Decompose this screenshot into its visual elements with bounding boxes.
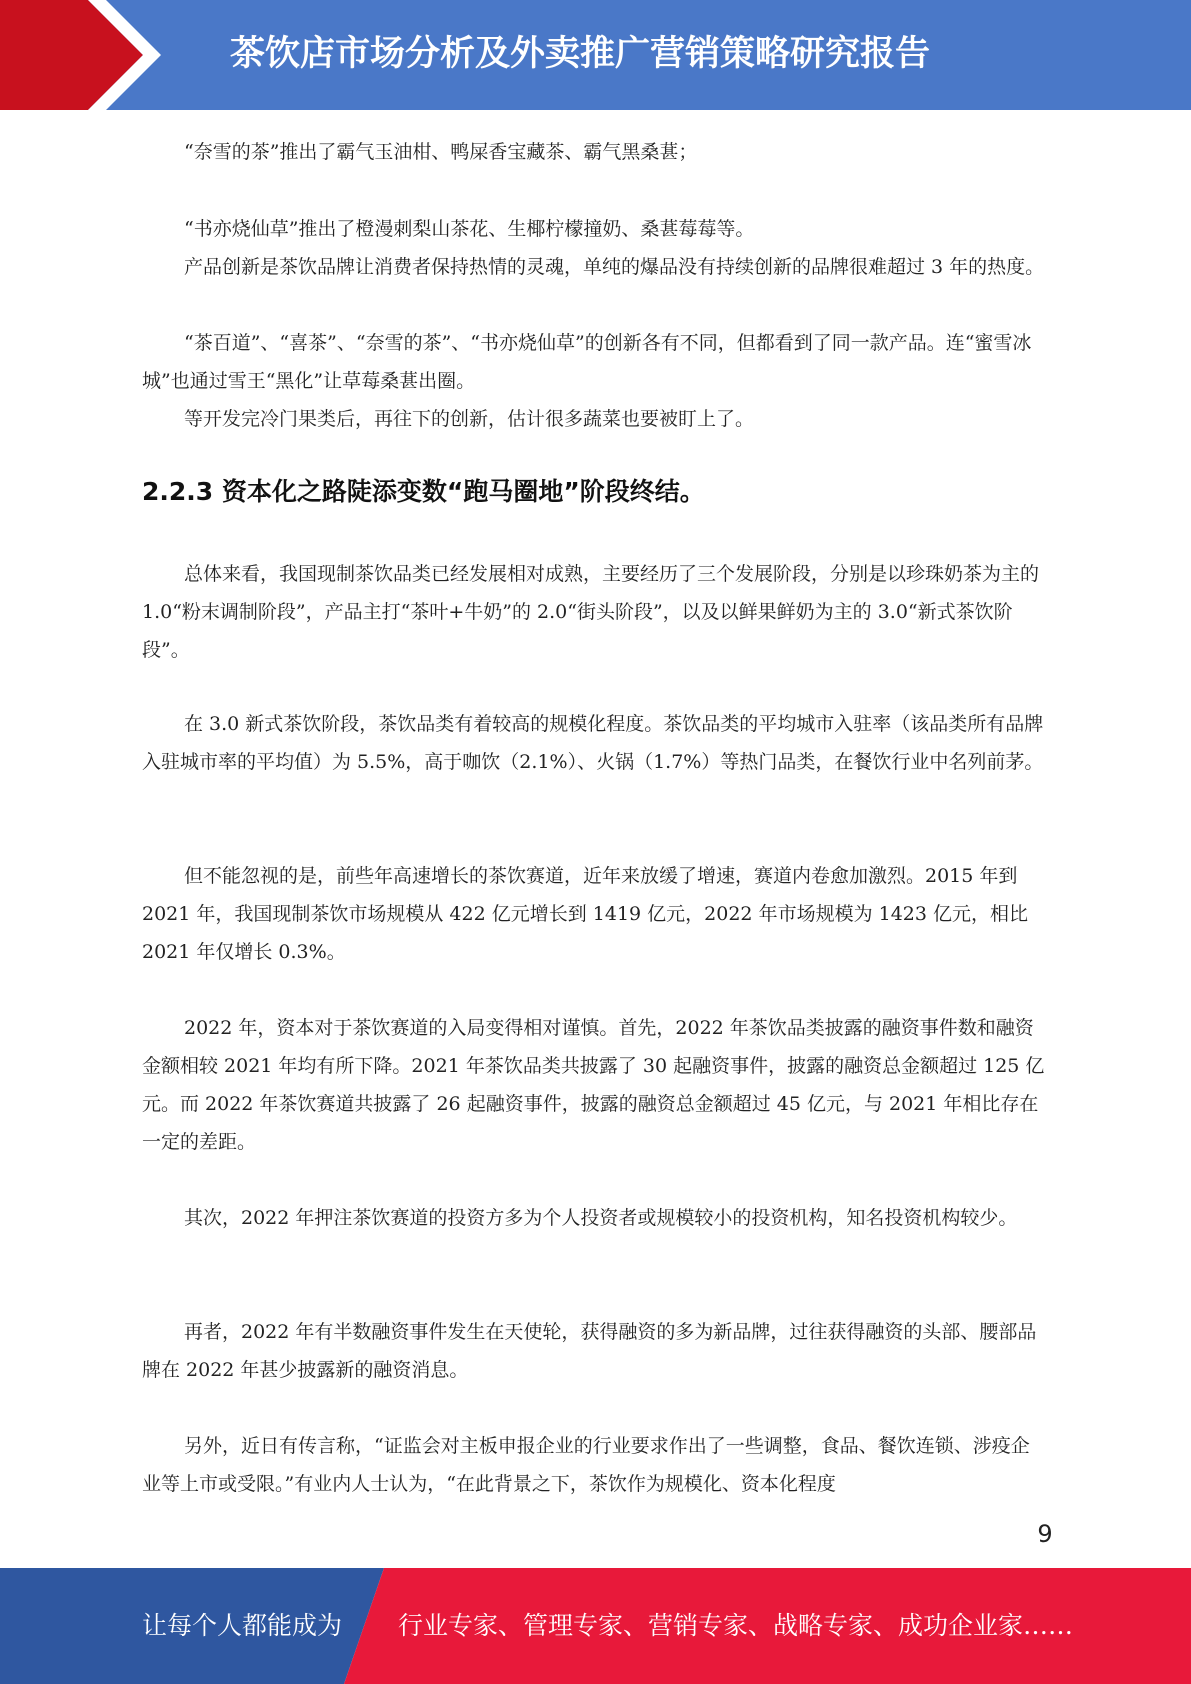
paragraph: “茶百道”、“喜茶”、“奈雪的茶”、“书亦烧仙草”的创新各有不同，但都看到了同一款产品。连“蜜雪冰城”也通过雪王“黑化”让草莓桑葚出圈。 — [142, 332, 1032, 392]
page-header — [0, 0, 1191, 110]
paragraph: 再者，2022 年有半数融资事件发生在天使轮，获得融资的多为新品牌，过往获得融资的头部、腰部品牌在 2022 年甚少披露新的融资消息。 — [142, 1321, 1037, 1381]
paragraph: “书亦烧仙草”推出了橙漫刺梨山茶花、生椰柠檬撞奶、桑葚莓莓等。 — [184, 218, 755, 240]
page-number: 9 — [1037, 1520, 1053, 1548]
paragraph: 2022 年，资本对于茶饮赛道的入局变得相对谨慎。首先，2022 年茶饮品类披露的融资事件数和融资金额相较 2021 年均有所下降。2021 年茶饮品类共披露了 30 起融资事件，披露的融资总金额超过 125 亿元。而 2022 年茶饮赛道共披露了 26 起融资事件，披露的融资总金额超过 45 亿元，与 2021 年相比存在一定的差距。 — [142, 1017, 1045, 1153]
section-heading: 2.2.3 资本化之路陡添变数“跑马圈地”阶段终结。 — [142, 477, 705, 506]
footer-slogan-right: 行业专家、管理专家、营销专家、战略专家、成功企业家…… — [398, 1611, 1074, 1640]
report-title: 茶饮店市场分析及外卖推广营销策略研究报告 — [230, 34, 931, 74]
page-footer — [0, 1568, 1191, 1684]
footer-slogan-left: 让每个人都能成为 — [142, 1611, 343, 1640]
paragraph: 产品创新是茶饮品牌让消费者保持热情的灵魂，单纯的爆品没有持续创新的品牌很难超过 3 年的热度。 — [184, 256, 1045, 278]
paragraph: 总体来看，我国现制茶饮品类已经发展相对成熟，主要经历了三个发展阶段，分别是以珍珠奶茶为主的 1.0“粉末调制阶段”，产品主打“茶叶+牛奶”的 2.0“街头阶段”，以及以鲜果鲜奶为主的 3.0“新式茶饮阶段”。 — [142, 563, 1040, 661]
paragraph: 在 3.0 新式茶饮阶段，茶饮品类有着较高的规模化程度。茶饮品类的平均城市入驻率（该品类所有品牌入驻城市率的平均值）为 5.5%，高于咖饮（2.1%）、火锅（1.7%）等热门品类，在餐饮行业中名列前茅。 — [142, 713, 1044, 773]
paragraph: “奈雪的茶”推出了霸气玉油柑、鸭屎香宝藏茶、霸气黑桑葚； — [184, 141, 698, 163]
paragraph: 其次，2022 年押注茶饮赛道的投资方多为个人投资者或规模较小的投资机构，知名投资机构较少。 — [184, 1207, 1018, 1229]
paragraph: 但不能忽视的是，前些年高速增长的茶饮赛道，近年来放缓了增速，赛道内卷愈加激烈。2015 年到 2021 年，我国现制茶饮市场规模从 422 亿元增长到 1419 亿元，2022 年市场规模为 1423 亿元，相比 2021 年仅增长 0.3%。 — [142, 865, 1028, 963]
paragraph: 另外，近日有传言称，“证监会对主板申报企业的行业要求作出了一些调整，食品、餐饮连锁、涉疫企业等上市或受限。”有业内人士认为，“在此背景之下，茶饮作为规模化、资本化程度 — [142, 1435, 1030, 1495]
paragraph: 等开发完冷门果类后，再往下的创新，估计很多蔬菜也要被盯上了。 — [184, 408, 755, 430]
